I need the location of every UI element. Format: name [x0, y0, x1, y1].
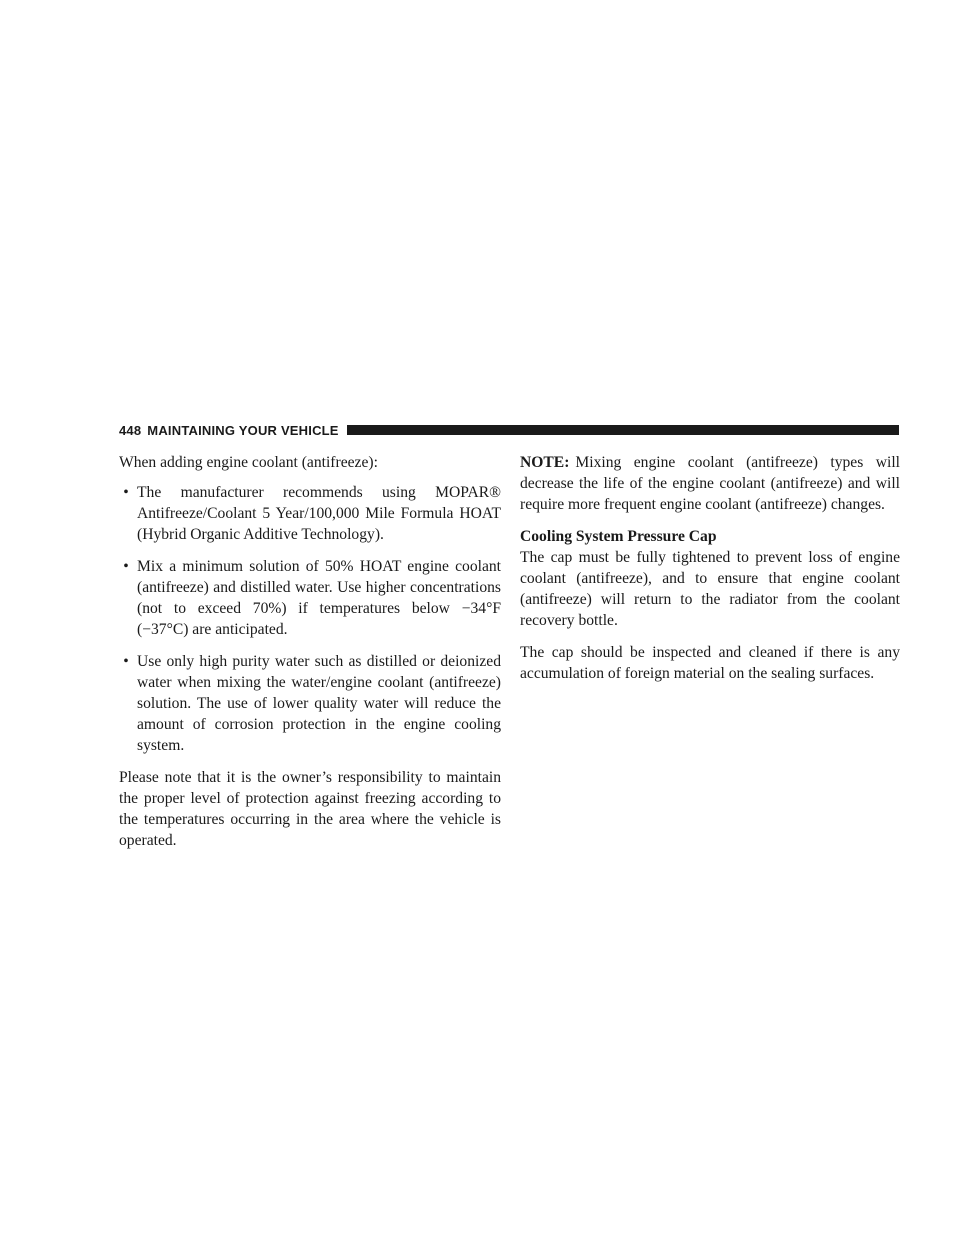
bullet-icon: •: [123, 558, 129, 575]
subheading-pressure-cap: Cooling System Pressure Cap: [520, 528, 717, 545]
closing-paragraph: Please note that it is the owner’s responsibility to maintain the proper level of protection against freezing according to the temperatures occurring in the area where the vehicle is operated.: [119, 769, 501, 849]
list-item: [119, 651, 501, 756]
pressure-cap-paragraph-1: The cap must be fully tightened to prevent loss of engine coolant (antifreeze), and to ensure that engine coolant (antifreeze) will return to the radiator from the coolant recovery bottle.: [520, 549, 900, 629]
right-column: [520, 452, 900, 695]
left-column: [119, 452, 501, 862]
note-paragraph: [520, 452, 900, 515]
bullet-list: [119, 482, 501, 756]
pressure-cap-paragraph-2: The cap should be inspected and cleaned if there is any accumulation of foreign material on the sealing surfaces.: [520, 644, 900, 682]
page-header: [119, 421, 899, 439]
section-title: MAINTAINING YOUR VEHICLE: [147, 422, 339, 438]
note-text: Mixing engine coolant (antifreeze) types will decrease the life of the engine coolant (antifreeze) and will require more frequent engine coolant (antifreeze) changes.: [520, 454, 900, 513]
bullet-text: Use only high purity water such as distilled or deionized water when mixing the water/engine coolant (antifreeze) solution. The use of lower quality water will reduce the amount of corrosion protection in the engine cooling system.: [137, 653, 501, 754]
bullet-text: The manufacturer recommends using MOPAR® Antifreeze/Coolant 5 Year/100,000 Mile Formula HOAT (Hybrid Organic Additive Technology).: [137, 484, 501, 543]
list-item: [119, 482, 501, 545]
header-rule: [347, 425, 899, 435]
bullet-icon: •: [123, 484, 129, 501]
note-label: NOTE:: [520, 454, 570, 471]
bullet-text: Mix a minimum solution of 50% HOAT engine coolant (antifreeze) and distilled water. Use higher concentrations (not to exceed 70%) if temperatures below −34°F (−37°C) are anticipated.: [137, 558, 501, 638]
list-item: [119, 556, 501, 640]
page-number: 448: [119, 422, 142, 438]
bullet-icon: •: [123, 653, 129, 670]
intro-text: When adding engine coolant (antifreeze):: [119, 454, 378, 471]
